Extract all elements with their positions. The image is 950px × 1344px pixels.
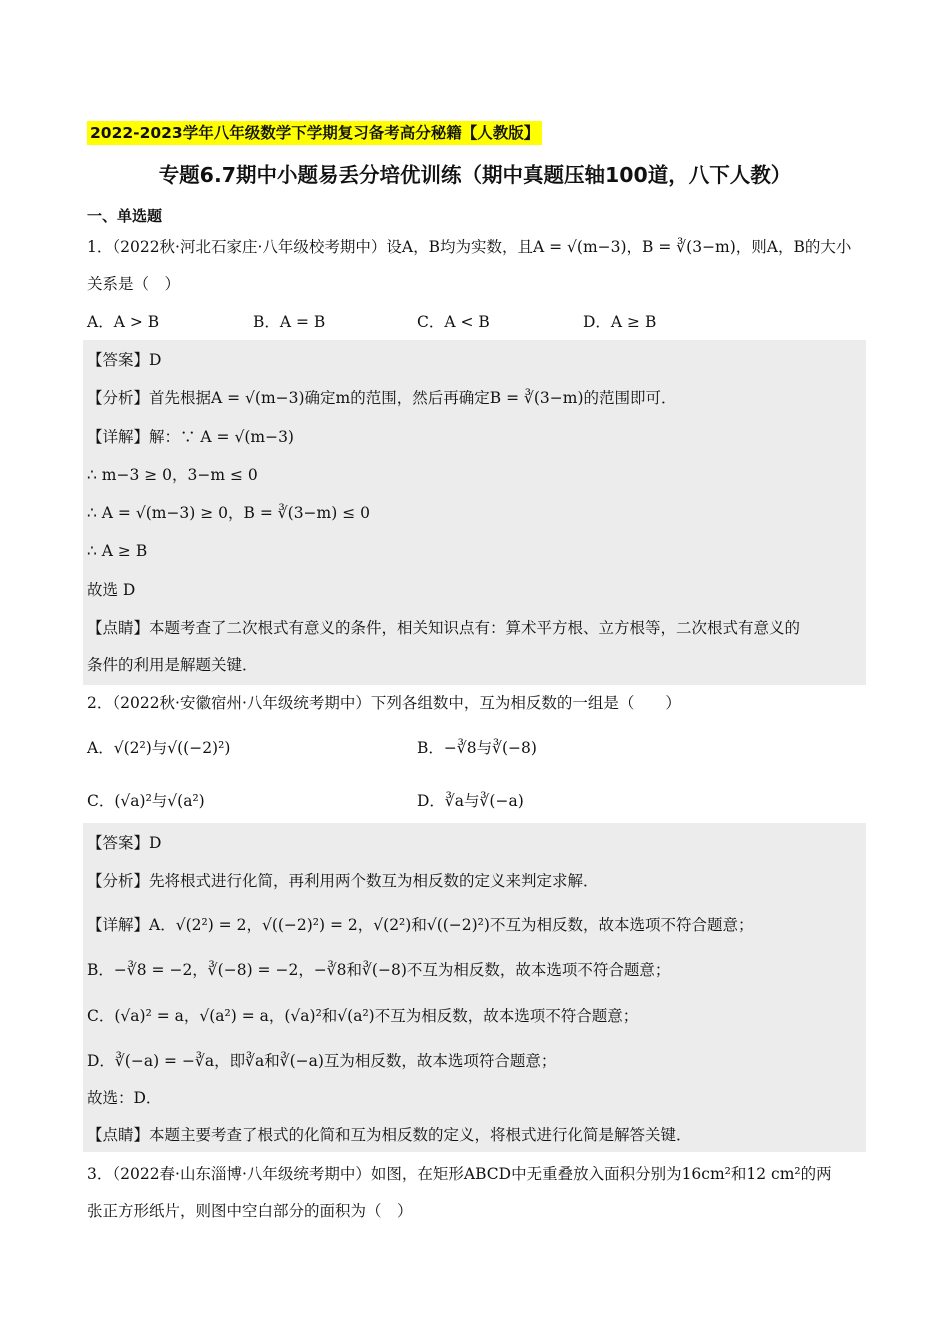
q1-option-a: A．A > B	[87, 313, 160, 331]
q3-stem-line2: 张正方形纸片，则图中空白部分的面积为（ ）	[87, 1202, 413, 1220]
q1-detail-5: 故选 D	[87, 581, 136, 599]
q3-stem-line1: 3．（2022春·山东淄博·八年级统考期中）如图，在矩形ABCD中无重叠放入面积分别为16cm²和12 cm²的两	[87, 1165, 832, 1183]
q2-detail-1: 【详解】A．√(2²) = 2，√((−2)²) = 2，√(2²)和√((−2)²)不互为相反数，故本选项不符合题意；	[87, 916, 754, 934]
q2-option-c: C．(√a)²与√(a²)	[87, 792, 205, 810]
series-subtitle: 2022-2023学年八年级数学下学期复习备考高分秘籍【人教版】	[87, 121, 542, 145]
q1-detail-2: ∴ m−3 ≥ 0，3−m ≤ 0	[87, 466, 258, 484]
q1-stem-line1: 1．（2022秋·河北石家庄·八年级校考期中）设A，B均为实数，且A = √(m−3)，B = ∛(3−m)，则A，B的大小	[87, 238, 852, 256]
q2-comment: 【点睛】本题主要考查了根式的化简和互为相反数的定义，将根式进行化简是解答关键．	[87, 1126, 692, 1144]
q1-detail-3: ∴ A = √(m−3) ≥ 0，B = ∛(3−m) ≤ 0	[87, 504, 370, 522]
q2-analysis: 【分析】先将根式进行化简，再利用两个数互为相反数的定义来判定求解．	[87, 872, 599, 890]
q2-detail-3: C．(√a)² = a，√(a²) = a，(√a)²和√(a²)不互为相反数，故本选项不符合题意；	[87, 1007, 639, 1025]
q2-detail-5: 故选：D．	[87, 1089, 162, 1107]
page-title: 专题6.7期中小题易丢分培优训练（期中真题压轴100道，八下人教）	[158, 163, 792, 187]
q2-option-d: D．∛a与∛(−a)	[417, 792, 524, 810]
q2-option-b: B．−∛8与∛(−8)	[417, 739, 537, 757]
q2-answer: 【答案】D	[87, 834, 162, 852]
q1-comment-line1: 【点睛】本题考查了二次根式有意义的条件，相关知识点有：算术平方根、立方根等，二次根式有意义的	[87, 619, 801, 637]
q1-answer: 【答案】D	[87, 351, 162, 369]
q1-option-b: B．A = B	[253, 313, 326, 331]
q2-option-a: A．√(2²)与√((−2)²)	[87, 739, 231, 757]
q2-detail-4: D．∛(−a) = −∛a，即∛a和∛(−a)互为相反数，故本选项符合题意；	[87, 1052, 557, 1070]
q2-stem: 2．（2022秋·安徽宿州·八年级统考期中）下列各组数中，互为相反数的一组是（ ）	[87, 694, 681, 712]
q1-stem-line2: 关系是（ ）	[87, 275, 181, 293]
q1-analysis: 【分析】首先根据A = √(m−3)确定m的范围，然后再确定B = ∛(3−m)的范围即可．	[87, 389, 677, 407]
q1-comment-line2: 条件的利用是解题关键．	[87, 656, 258, 674]
q1-detail-1: 【详解】解：∵ A = √(m−3)	[87, 428, 294, 446]
section-heading: 一、单选题	[87, 207, 163, 225]
q1-detail-4: ∴ A ≥ B	[87, 542, 148, 560]
q1-option-d: D．A ≥ B	[583, 313, 657, 331]
q1-option-c: C．A < B	[417, 313, 490, 331]
q2-detail-2: B．−∛8 = −2，∛(−8) = −2，−∛8和∛(−8)不互为相反数，故本选项不符合题意；	[87, 961, 671, 979]
